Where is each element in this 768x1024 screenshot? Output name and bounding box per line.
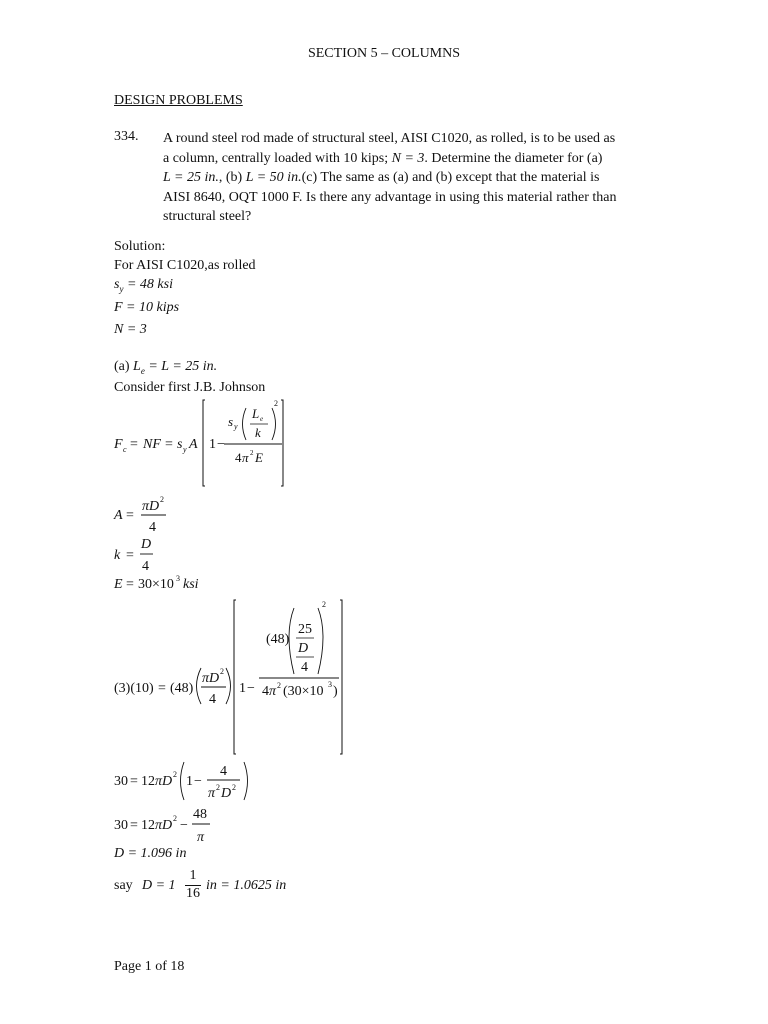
svg-text:ksi: ksi — [183, 577, 199, 592]
svg-text:A: A — [114, 508, 123, 523]
svg-text:πD: πD — [202, 671, 220, 686]
svg-text:e: e — [260, 415, 264, 423]
solution-label: Solution: — [114, 239, 166, 254]
svg-text:−: − — [247, 681, 255, 696]
section-header: SECTION 5 – COLUMNS — [307, 46, 461, 61]
svg-text:=: = — [126, 577, 134, 592]
svg-text:y: y — [183, 445, 187, 454]
svg-text:−: − — [194, 774, 202, 789]
svg-text:4: 4 — [149, 520, 156, 535]
page-number: Page 1 of 18 — [114, 959, 185, 974]
svg-text:π: π — [197, 830, 205, 845]
svg-text:D: D — [141, 537, 152, 552]
svg-text:2: 2 — [250, 449, 254, 457]
johnson-line: Consider first J.B. Johnson — [114, 380, 266, 395]
problem-line-3: L = 25 in., (b) L = 50 in.(c) The same as (a) and (b) except that the material is — [163, 170, 600, 185]
svg-text:3: 3 — [328, 680, 332, 689]
case-a-line: (a) $L_e = L = 25$ in. — [114, 359, 218, 376]
svg-text:(30×10: (30×10 — [283, 684, 324, 699]
svg-text:πD: πD — [142, 499, 160, 514]
svg-text:π: π — [269, 684, 277, 699]
svg-text:1: 1 — [186, 774, 193, 789]
svg-text:F: F — [114, 437, 123, 452]
svg-text:3: 3 — [176, 574, 180, 583]
svg-text:c: c — [123, 445, 127, 454]
svg-text:D: D — [221, 786, 232, 801]
svg-text:4: 4 — [209, 692, 216, 707]
diameter-result: D = 1.096 in — [114, 846, 187, 861]
svg-text:πD: πD — [155, 774, 173, 789]
problem-line-2: a column, centrally loaded with 10 kips; N = 3. Determine the diameter for (a) — [163, 150, 603, 166]
svg-text:25: 25 — [298, 622, 312, 637]
svg-text:(3)(10): (3)(10) — [114, 681, 154, 696]
modulus-line — [114, 572, 224, 594]
yield-strength: $s_y = 48$ ksi — [114, 277, 173, 294]
svg-text:48: 48 — [193, 807, 207, 822]
svg-text:30: 30 — [114, 818, 128, 833]
force-line: F = 10 kips — [114, 300, 180, 315]
problem-line-1: A round steel rod made of structural steel, AISI C1020, as rolled, is to be used as — [163, 131, 616, 146]
svg-text:π: π — [208, 786, 216, 801]
svg-text:E: E — [255, 450, 263, 465]
document-page: SECTION 5 – COLUMNS DESIGN PROBLEMS 334. A round steel rod made of structural steel, AISI C1020, as rolled, is to be used as a column, centrally loaded with 10 kips; N = 3. Determine the diameter for (a) L = 25 in., (b) L = 50 in.(c) The same as (a) and (b) except that the material is AISI 8640, OQT 1000 F. Is there any advantage in using this material rather than structural steel? Solution: For AISI C1020,as rolled $s_y = 48$ ksi F = 10 kips N = 3 (a) $L_e = L = 25$ in. Consider first J.B. Johnson F c = NF = s y A 1 − s y L e k 2 4 π 2 E A = πD 2 4 k = D 4 E = 30×10 3 ksi (3)(10) = (48) πD 2 4 1 − (48) 25 D 4 2 4 π 2 (30×10 3 ) 30 = 12 πD 2 1 − 4 π 2 D 2 30 = 12 πD 2 − 48 π D = 1.096 in say D = 1 1 16 in = 1.0625 in Page 1 of 18 — [0, 0, 768, 1024]
svg-text:πD: πD — [155, 818, 173, 833]
svg-text:1: 1 — [209, 437, 216, 452]
svg-text:(48): (48) — [266, 632, 290, 647]
svg-text:4: 4 — [220, 764, 227, 779]
svg-text:12: 12 — [141, 818, 155, 833]
svg-text:−: − — [180, 818, 188, 833]
design-problems-heading: DESIGN PROBLEMS — [114, 93, 243, 108]
svg-text:s: s — [177, 437, 183, 452]
svg-text:=: = — [130, 774, 138, 789]
svg-text:=: = — [130, 437, 138, 452]
svg-text:=: = — [130, 818, 138, 833]
svg-text:NF: NF — [143, 437, 161, 452]
substituted-equation — [114, 598, 354, 756]
svg-text:2: 2 — [216, 783, 220, 792]
svg-text:2: 2 — [173, 814, 177, 823]
svg-text:=: = — [126, 508, 134, 523]
svg-text:2: 2 — [220, 667, 224, 676]
svg-text:1: 1 — [239, 681, 246, 696]
svg-text:=: = — [126, 548, 134, 563]
svg-text:4: 4 — [301, 660, 308, 675]
svg-text:30: 30 — [114, 774, 128, 789]
svg-text:−: − — [217, 437, 225, 452]
svg-text:2: 2 — [277, 681, 281, 690]
problem-number: 334. — [114, 129, 139, 144]
problem-line-4: AISI 8640, OQT 1000 F. Is there any advantage in using this material rather than — [163, 189, 617, 205]
factor-line: N = 3 — [114, 322, 147, 337]
svg-text:2: 2 — [232, 783, 236, 792]
simplified-equation — [114, 804, 234, 846]
svg-text:2: 2 — [173, 770, 177, 779]
svg-text:=: = — [158, 681, 166, 696]
svg-text:4: 4 — [262, 684, 269, 699]
svg-text:2: 2 — [322, 600, 326, 609]
problem-statement — [163, 129, 656, 227]
svg-text:k: k — [114, 548, 121, 563]
svg-text:4: 4 — [142, 559, 149, 574]
svg-text:A: A — [189, 437, 198, 452]
svg-text:π: π — [242, 450, 249, 465]
problem-line-5: structural steel? — [163, 209, 252, 224]
material-line: For AISI C1020,as rolled — [114, 258, 256, 273]
svg-text:s: s — [228, 414, 234, 429]
svg-text:E: E — [114, 577, 123, 592]
area-formula — [114, 494, 194, 538]
svg-text:(48): (48) — [170, 681, 194, 696]
svg-text:y: y — [234, 422, 238, 431]
johnson-formula — [114, 396, 314, 492]
svg-text:): ) — [333, 684, 338, 699]
svg-text:k: k — [255, 425, 261, 440]
svg-text:D: D — [298, 641, 309, 656]
reduced-equation — [114, 758, 264, 804]
svg-text:2: 2 — [274, 399, 278, 408]
svg-text:4: 4 — [235, 450, 242, 465]
svg-text:=: = — [165, 437, 173, 452]
svg-text:30×10: 30×10 — [138, 577, 174, 592]
svg-text:2: 2 — [160, 495, 164, 504]
radius-of-gyration — [114, 534, 174, 574]
svg-text:L: L — [252, 406, 260, 421]
svg-text:12: 12 — [141, 774, 155, 789]
